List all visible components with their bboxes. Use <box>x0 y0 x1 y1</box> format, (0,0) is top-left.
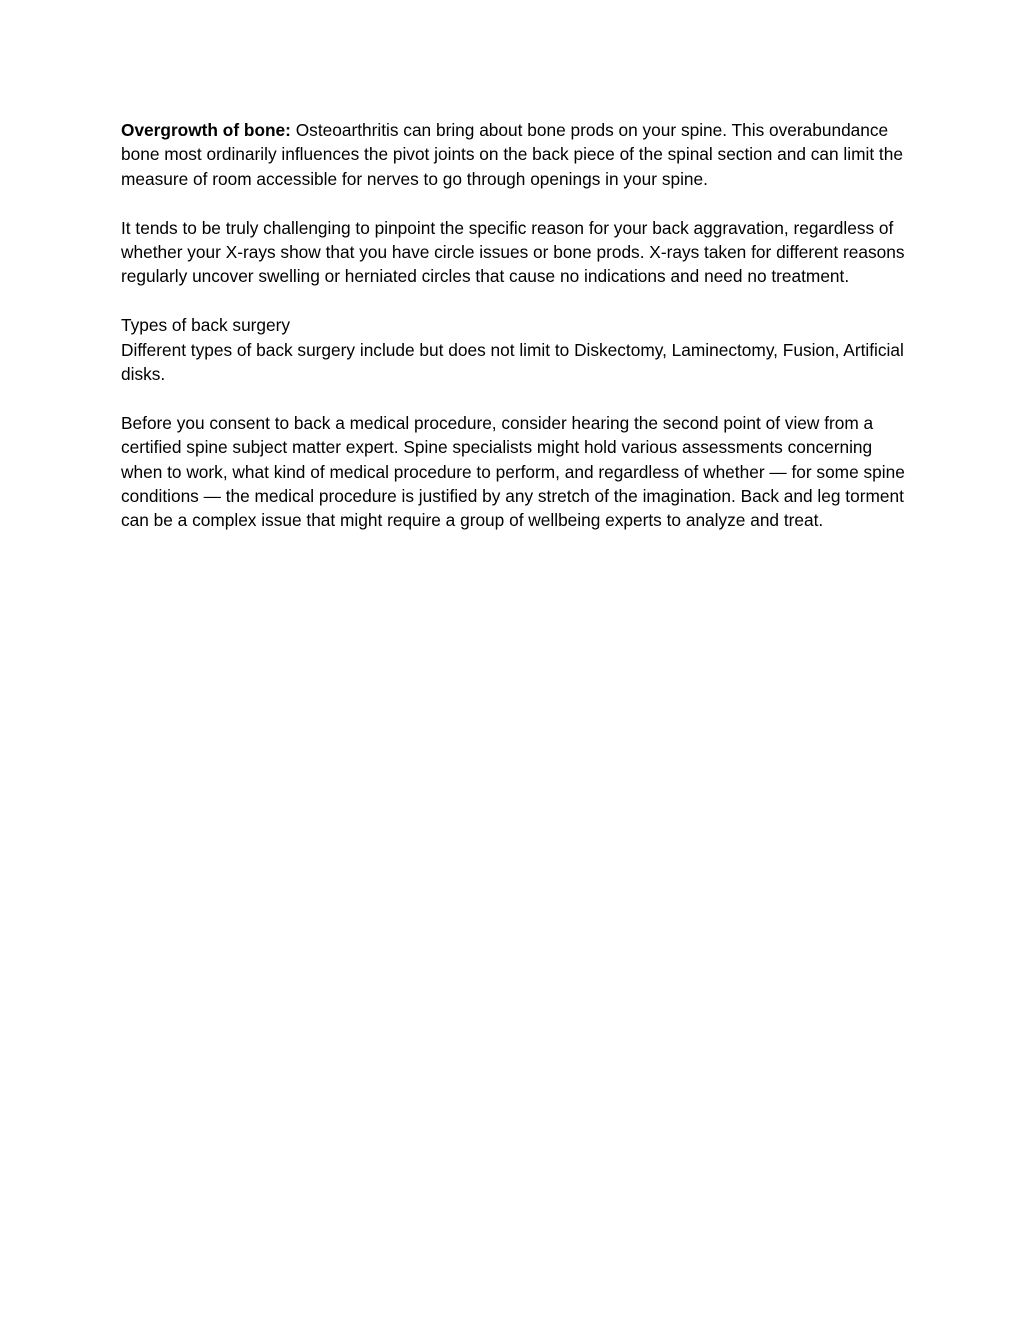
section-heading: Types of back surgery <box>121 315 291 336</box>
paragraph-second-opinion: Before you consent to back a medical procedure, consider hearing the second point of view from a certified spine subject matter expert. Spine specialists might hold various assessments concerning when to work, what kind of medical procedure to perform, and regardless of whether — for some spine conditions — the medical procedure is justified by any stretch of the imagination. Back and leg torment can be a complex issue that might require a group of wellbeing experts to analyze and treat. <box>121 412 905 531</box>
paragraph-body: Osteoarthritis can bring about bone prods on your spine. This overabundance bone most ordinarily influences the pivot joints on the back piece of the spinal section and can limit the measure of room accessible for nerves to go through openings in your spine. <box>121 120 903 189</box>
paragraph-surgery-types: Different types of back surgery include but does not limit to Diskectomy, Laminectomy, Fusion, Artificial disks. <box>121 339 904 385</box>
paragraph-lead-bold: Overgrowth of bone: <box>121 120 291 140</box>
paragraph-pinpoint-reason: It tends to be truly challenging to pinpoint the specific reason for your back aggravation, regardless of whether your X-rays show that you have circle issues or bone prods. X-rays taken for different reasons regularly uncover swelling or herniated circles that cause no indications and need no treatment. <box>121 217 905 287</box>
document-page <box>121 118 911 557</box>
paragraph-overgrowth-of-bone <box>121 118 911 191</box>
section-back-surgery-types <box>121 313 911 386</box>
